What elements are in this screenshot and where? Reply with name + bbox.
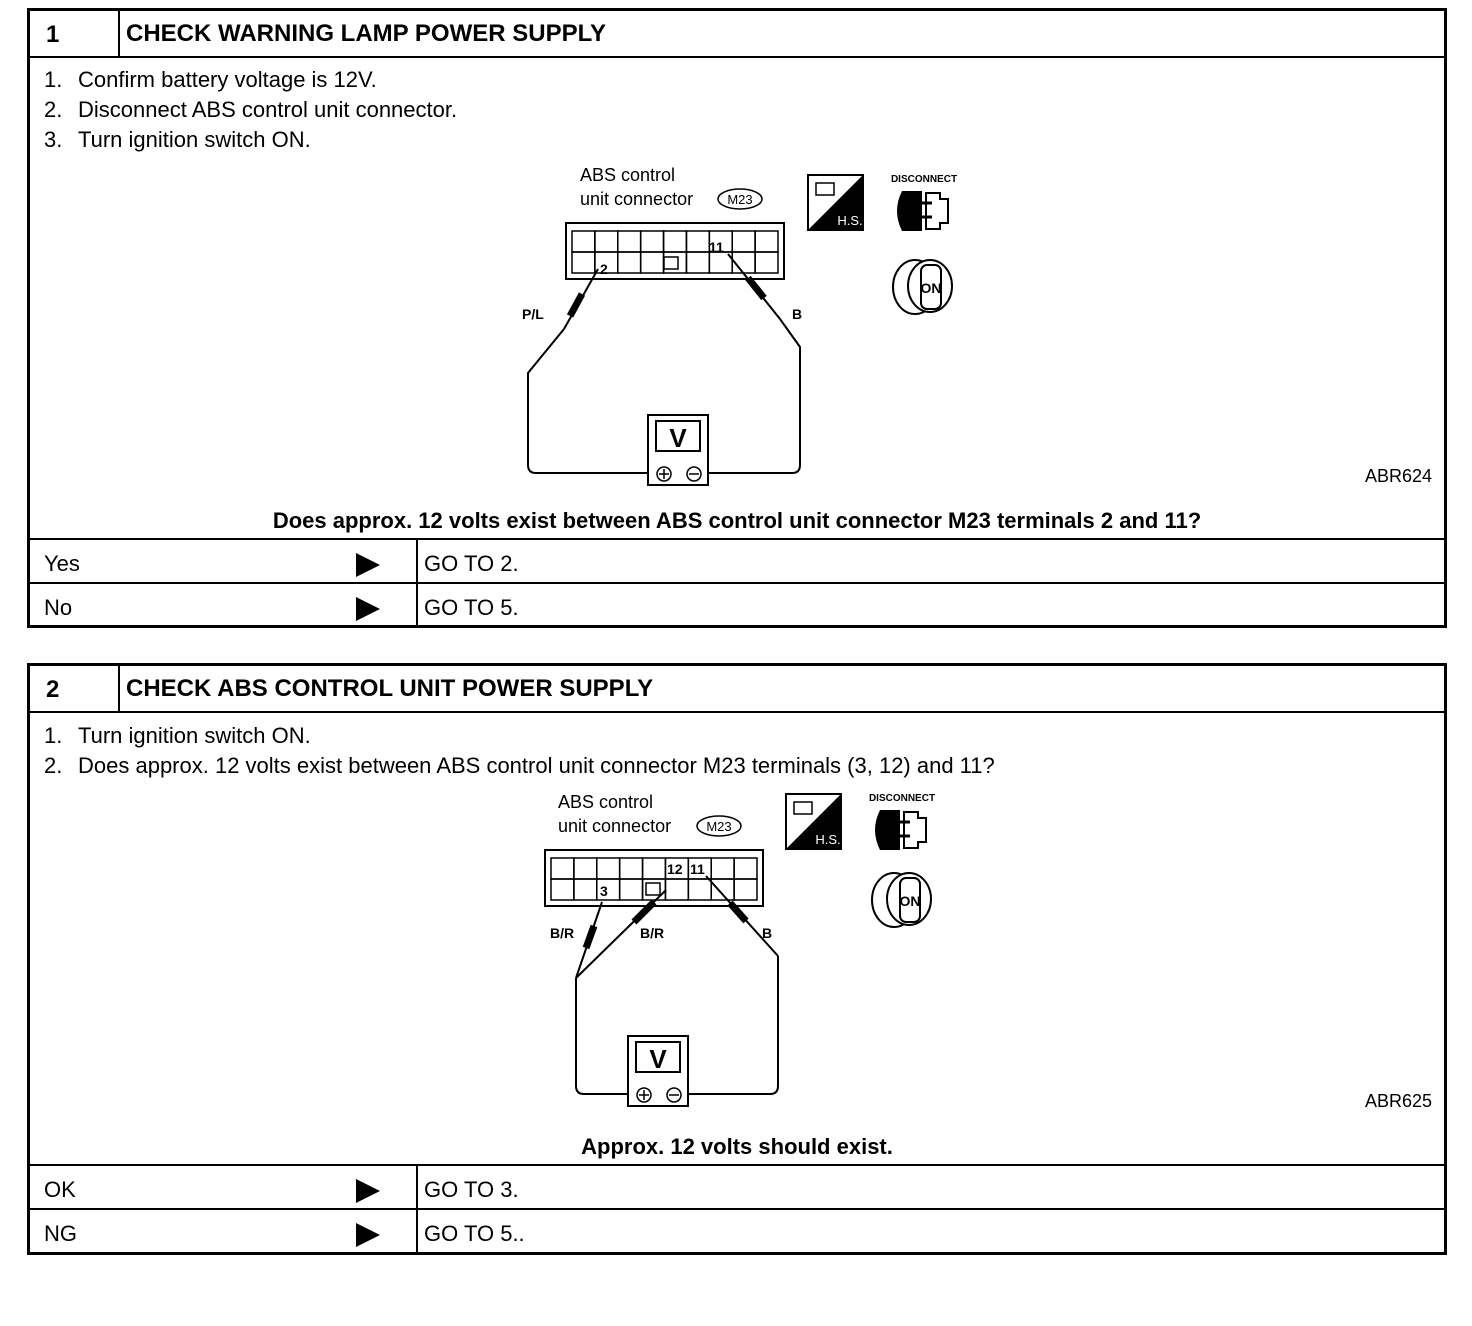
lead-positive <box>528 329 652 473</box>
lead-negative <box>696 319 800 473</box>
instruction-item: 1. Confirm battery voltage is 12V. <box>44 67 377 92</box>
connector-cell <box>551 858 574 879</box>
connector-cell <box>643 858 666 879</box>
connector-label-line2: unit connector <box>580 189 694 209</box>
wire-color-b: B <box>762 925 773 941</box>
connector-cell <box>688 879 711 900</box>
lead-negative <box>676 956 778 1094</box>
connector-cell <box>664 252 687 273</box>
figure-code: ABR625 <box>1364 1091 1432 1111</box>
wire-color-b-r: B/R <box>640 925 665 941</box>
answer-action: GO TO 3. <box>424 1177 519 1202</box>
wire-color-b: B <box>792 306 803 322</box>
connector-cell <box>574 879 597 900</box>
step-2-instructions <box>44 721 995 781</box>
step-1-header <box>30 11 1444 58</box>
connector-cell <box>711 858 734 879</box>
connector-cell <box>572 231 595 252</box>
disconnect-label: DISCONNECT <box>868 793 936 804</box>
connector-cell <box>641 231 664 252</box>
step-2-header <box>30 666 1444 713</box>
connector-label-line1: ABS control <box>558 792 654 812</box>
step-2-question: Approx. 12 volts should exist. <box>581 1134 893 1159</box>
connector-cell <box>574 858 597 879</box>
disconnect-icon <box>897 191 948 231</box>
voltmeter-symbol: V <box>669 423 687 453</box>
terminal-11-label: 11 <box>690 861 705 877</box>
connector-id: M23 <box>706 819 732 834</box>
terminal-2-label: 2 <box>600 261 608 277</box>
connector-cell <box>551 879 574 900</box>
connector-cell <box>734 858 757 879</box>
arrow-right-icon <box>356 553 380 577</box>
step-2-number: 2 <box>30 666 120 711</box>
connector-label-line2: unit connector <box>558 816 672 836</box>
step-1-number: 1 <box>30 11 120 56</box>
connector-cell <box>755 252 778 273</box>
instruction-item: 3. Turn ignition switch ON. <box>44 127 311 152</box>
wiring-diagram-1 <box>30 159 1444 489</box>
instruction-item: 1. Turn ignition switch ON. <box>44 723 311 748</box>
probe-positive-tip <box>570 294 582 316</box>
lead-positive <box>576 978 630 1094</box>
connector-cell <box>755 231 778 252</box>
terminal-11-label: 11 <box>709 239 724 255</box>
terminal-12-label: 12 <box>667 861 683 877</box>
connector-cell <box>572 252 595 273</box>
answer-row-ng <box>30 1208 1444 1253</box>
hs-badge-text: H.S. <box>815 832 841 847</box>
connector-cell <box>711 879 734 900</box>
connector-cell <box>734 879 757 900</box>
disconnect-icon <box>875 810 926 850</box>
answer-row-yes <box>30 538 1444 583</box>
figure-code: ABR624 <box>1364 466 1432 486</box>
answer-label: No <box>44 595 73 620</box>
terminal-3-label: 3 <box>600 883 608 899</box>
connector-cell <box>686 231 709 252</box>
connector-cell <box>641 252 664 273</box>
answer-row-no <box>30 582 1444 627</box>
step-1-title: CHECK WARNING LAMP POWER SUPPLY <box>126 20 607 47</box>
arrow-right-icon <box>356 597 380 621</box>
step-1-question: Does approx. 12 volts exist between ABS control unit connector M23 terminals 2 and 11? <box>272 508 1202 533</box>
instruction-item: 2. Disconnect ABS control unit connector. <box>44 97 458 122</box>
connector-id: M23 <box>727 192 753 207</box>
answer-label: OK <box>44 1177 76 1202</box>
answer-label: NG <box>44 1221 77 1246</box>
arrow-right-icon <box>356 1223 380 1247</box>
ignition-on-label: ON <box>920 280 942 296</box>
answer-row-ok <box>30 1164 1444 1209</box>
connector-cell <box>597 858 620 879</box>
connector-m23 <box>545 850 763 906</box>
connector-cell <box>618 252 641 273</box>
probe-negative-tip <box>748 278 764 298</box>
step-1-instructions <box>44 65 457 155</box>
step-2-title: CHECK ABS CONTROL UNIT POWER SUPPLY <box>126 675 654 702</box>
wire-color-b-r: B/R <box>550 925 575 941</box>
connector-cell <box>686 252 709 273</box>
connector-cell <box>618 231 641 252</box>
step-2-block <box>27 663 1447 1255</box>
step-2-figure <box>30 786 1444 1116</box>
connector-cell <box>620 879 643 900</box>
connector-cell <box>664 231 687 252</box>
answer-label: Yes <box>44 551 80 576</box>
step-1-block <box>27 8 1447 628</box>
wiring-diagram-2 <box>30 786 1444 1116</box>
wire-color-p-l: P/L <box>522 306 544 322</box>
answer-action: GO TO 2. <box>424 551 519 576</box>
connector-cell <box>665 879 688 900</box>
connector-cell <box>620 858 643 879</box>
ignition-on-label: ON <box>899 893 921 909</box>
instruction-item: 2. Does approx. 12 volts exist between ABS control unit connector M23 terminals (3, 12) and 11? <box>44 753 995 778</box>
connector-m23 <box>566 223 784 279</box>
step-1-figure <box>30 159 1444 489</box>
voltmeter-symbol: V <box>649 1044 667 1074</box>
connector-label-line1: ABS control <box>580 165 676 185</box>
answer-action: GO TO 5. <box>424 595 519 620</box>
connector-cell <box>595 231 618 252</box>
answer-action: GO TO 5.. <box>424 1221 525 1246</box>
hs-badge-text: H.S. <box>837 213 863 228</box>
connector-cell <box>732 231 755 252</box>
arrow-right-icon <box>356 1179 380 1203</box>
disconnect-label: DISCONNECT <box>890 174 958 185</box>
